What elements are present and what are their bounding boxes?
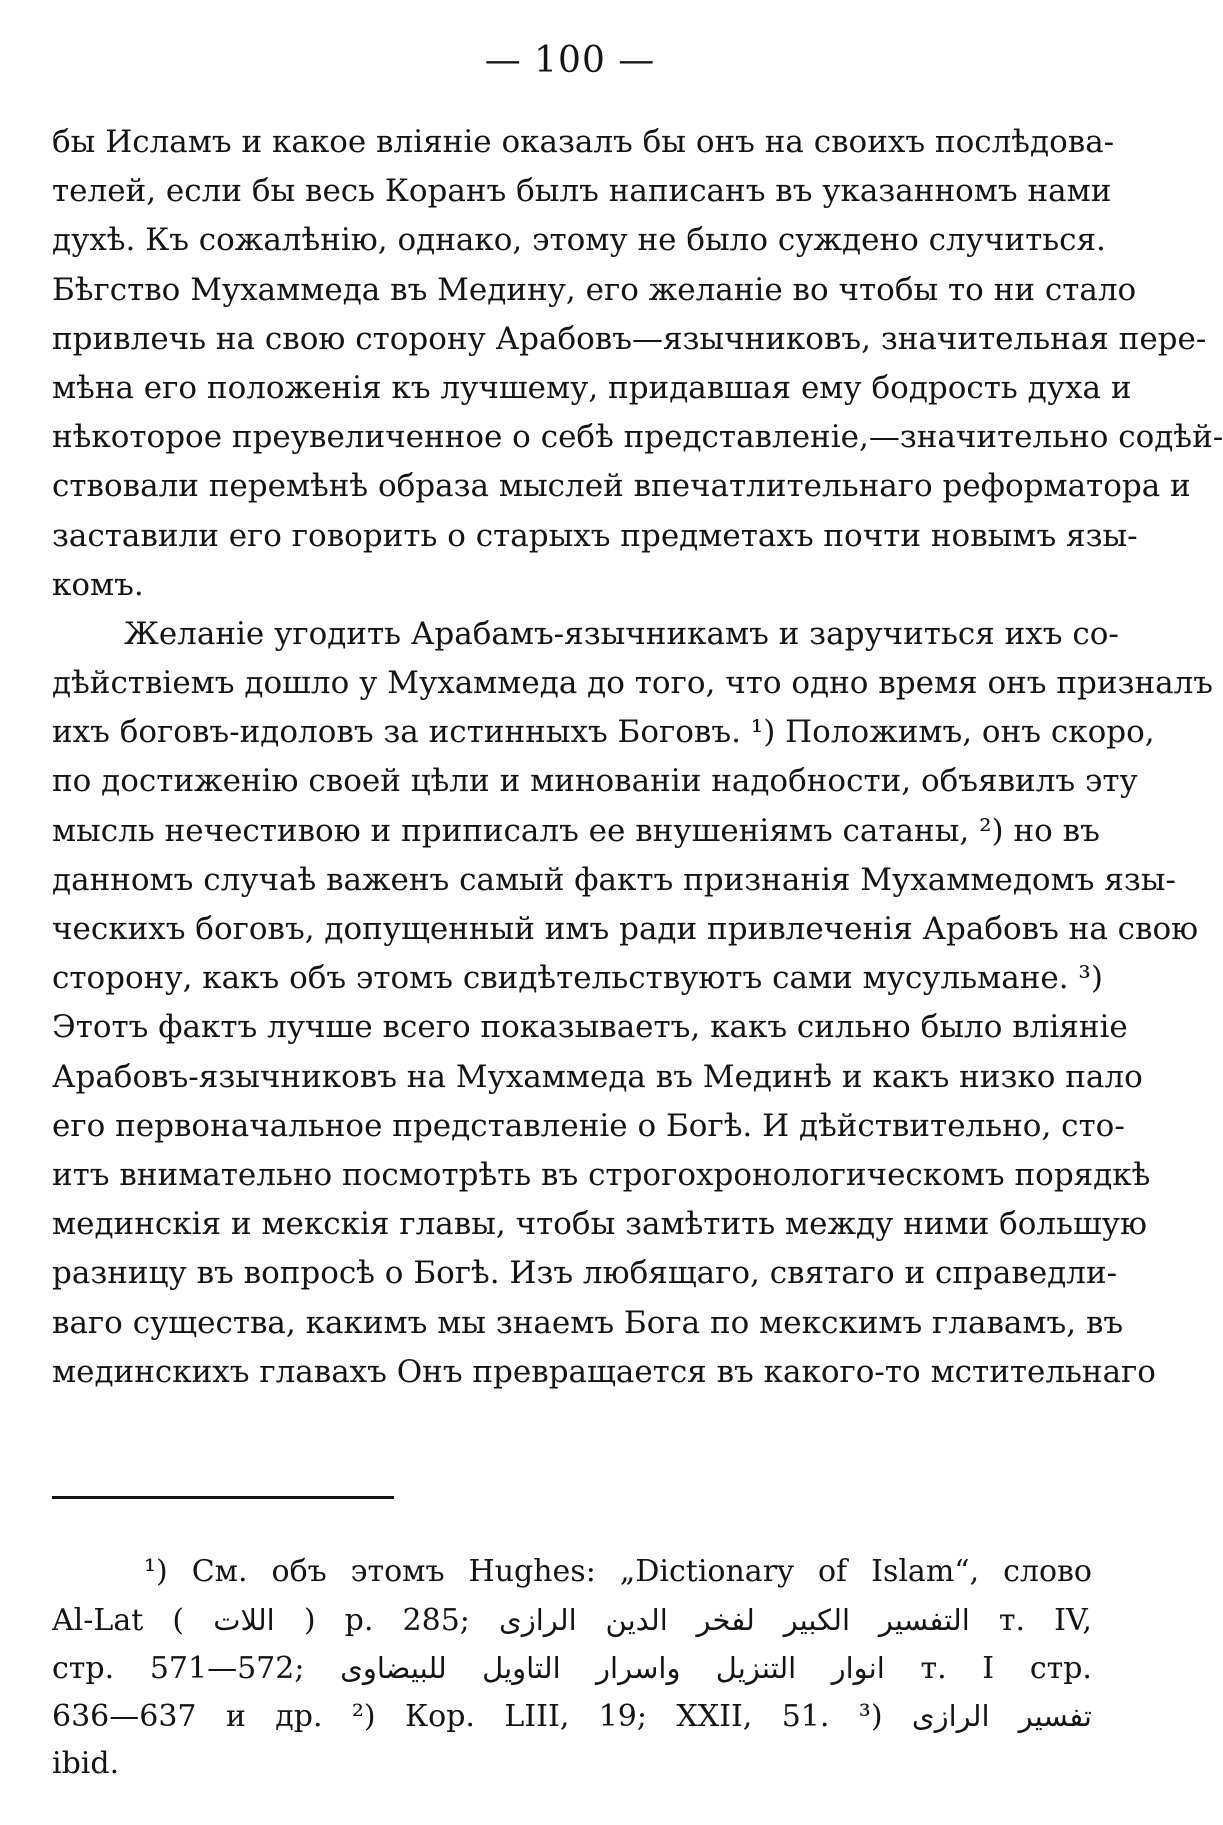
text-line: ихъ боговъ-идоловъ за истинныхъ Боговъ. ¹) Положимъ, онъ скоро, <box>52 714 1155 751</box>
text-line: мѣна его положенія къ лучшему, придавшая ему бодрость духа и <box>52 369 1132 406</box>
text-line: ствовали перемѣнѣ образа мыслей впечатлительнаго реформатора и <box>52 468 1191 505</box>
text-line: разницу въ вопросѣ о Богѣ. Изъ любящаго, святаго и справедли- <box>52 1255 1118 1292</box>
footnotes <box>52 1548 1092 1788</box>
footnote-text: 636—637 и др. ²) Кор. LIII, 19; XXII, 51. ³) <box>52 1699 883 1734</box>
text-line: бы Исламъ и какое вліяніе оказалъ бы онъ на своихъ послѣдова- <box>52 124 1115 160</box>
footnote-text: Al-Lat ( <box>52 1603 185 1638</box>
text-line: Арабовъ-язычниковъ на Мухаммеда въ Мединѣ и какъ низко пало <box>52 1058 1143 1095</box>
text-line: мединскія и мекскія главы, чтобы замѣтить между ними большую <box>52 1206 1148 1243</box>
text-line: по достиженію своей цѣли и минованіи надобности, объявилъ эту <box>52 763 1138 800</box>
text-line: привлечь на свою сторону Арабовъ—язычниковъ, значительная пере- <box>52 320 1207 357</box>
footnote-line: ¹) См. объ этомъ Hughes: „Dictionary of Islam“, слово <box>144 1554 1092 1589</box>
footnote-line <box>52 1644 1092 1692</box>
text-line: духѣ. Къ сожалѣнію, однако, этому не было суждено случиться. <box>52 222 1106 259</box>
text-line: комъ. <box>52 566 144 603</box>
text-line: ваго существа, какимъ мы знаемъ Бога по мекскимъ главамъ, въ <box>52 1304 1124 1341</box>
text-line: Бѣгство Мухаммеда въ Медину, его желаніе во чтобы то ни стало <box>52 271 1137 308</box>
text-line: Желаніе угодить Арабамъ-язычникамъ и заручиться ихъ со- <box>124 615 1119 652</box>
footnote-text: т. IV, <box>998 1603 1092 1638</box>
text-line: мысль нечестивою и приписалъ ее внушеніямъ сатаны, ²) но въ <box>52 812 1100 849</box>
arabic-text: اللات <box>213 1603 275 1637</box>
text-line: данномъ случаѣ важенъ самый фактъ признанія Мухаммедомъ язы- <box>52 861 1176 898</box>
page-number: — 100 — <box>484 40 656 81</box>
text-line: Этотъ фактъ лучше всего показываетъ, какъ сильно было вліяніе <box>52 1009 1128 1046</box>
footnote-line <box>52 1692 1092 1740</box>
text-line: ческихъ боговъ, допущенный имъ ради привлеченія Арабовъ на свою <box>52 911 1199 947</box>
body-text <box>52 118 1223 1397</box>
arabic-text: التفسير الكبير لفخر الدين الرازى <box>499 1603 970 1637</box>
text-line: мединскихъ главахъ Онъ превращается въ какого-то мстительнаго <box>52 1353 1156 1390</box>
text-line: сторону, какъ объ этомъ свидѣтельствуютъ сами мусульмане. ³) <box>52 960 1103 997</box>
text-line: итъ внимательно посмотрѣть въ строгохронологическомъ порядкѣ <box>52 1156 1151 1193</box>
text-line: дѣйствіемъ дошло у Мухаммеда до того, что одно время онъ призналъ <box>52 665 1214 702</box>
text-line: заставили его говорить о старыхъ предметахъ почти новымъ язы- <box>52 517 1138 554</box>
arabic-text: تفسير الرازى <box>911 1699 1092 1733</box>
footnote-line <box>52 1596 1092 1644</box>
text-line: нѣкоторое преувеличенное о себѣ представленіе,—значительно содѣй- <box>52 419 1223 456</box>
footnote-text: т. I стр. <box>920 1651 1092 1686</box>
text-line: его первоначальное представленіе о Богѣ. И дѣйствительно, сто- <box>52 1107 1125 1144</box>
footnote-text: стр. 571—572; <box>52 1651 305 1686</box>
text-line: телей, если бы весь Коранъ былъ написанъ въ указанномъ нами <box>52 173 1112 210</box>
footnote-text: ) p. 285; <box>303 1603 470 1638</box>
footnote-line: ibid. <box>52 1746 120 1781</box>
footnote-separator <box>52 1496 394 1499</box>
arabic-text: انوار التنزيل واسرار التاويل للبيضاوى <box>340 1651 885 1685</box>
